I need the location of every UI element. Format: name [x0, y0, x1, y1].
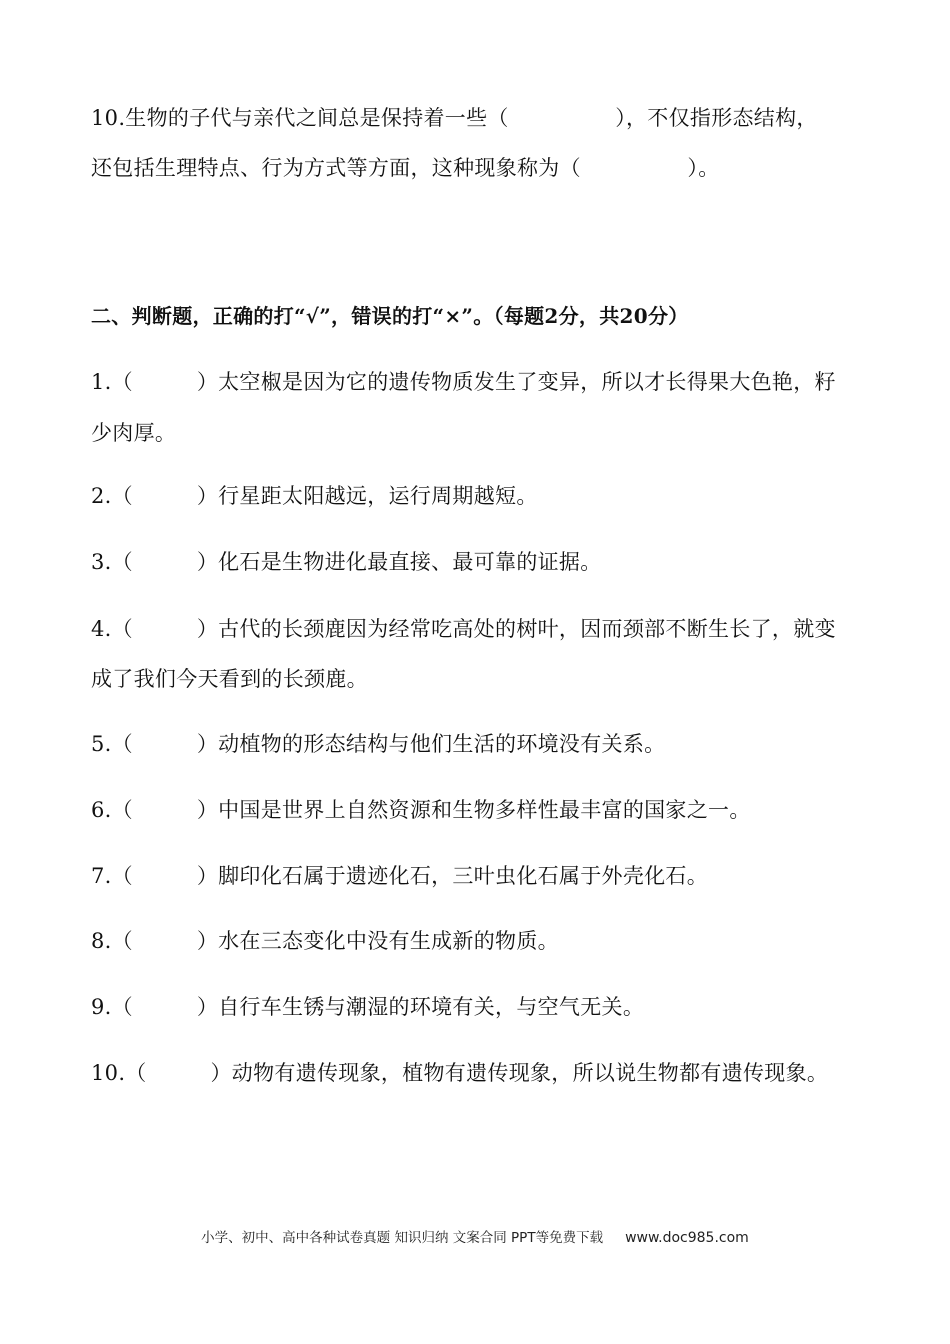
judge-item-1-line-2: 少肉厚。	[91, 421, 177, 445]
section-2-heading: 二、判断题，正确的打“√”，错误的打“×”。（每题2分，共20分）	[91, 304, 689, 328]
judge-item-4-line-2: 成了我们今天看到的长颈鹿。	[91, 667, 368, 691]
judge-item-5: 5.（ ）动植物的形态结构与他们生活的环境没有关系。	[91, 732, 666, 756]
page-footer	[0, 1226, 950, 1246]
q10-line-1: 10.生物的子代与亲代之间总是保持着一些（ ），不仅指形态结构，	[91, 106, 818, 130]
footer-url-link[interactable]: www.doc985.com	[625, 1230, 749, 1246]
judge-item-1-line-1: 1.（ ）太空椒是因为它的遗传物质发生了变异，所以才长得果大色艳，籽	[91, 370, 836, 394]
judge-item-4-line-1: 4.（ ）古代的长颈鹿因为经常吃高处的树叶，因而颈部不断生长了，就变	[91, 617, 836, 641]
q10-line-2: 还包括生理特点、行为方式等方面，这种现象称为（ ）。	[91, 156, 720, 180]
footer-text: 小学、初中、高中各种试卷真题 知识归纳 文案合同 PPT等免费下载	[201, 1230, 604, 1246]
judge-item-3: 3.（ ）化石是生物进化最直接、最可靠的证据。	[91, 550, 602, 574]
judge-item-8: 8.（ ）水在三态变化中没有生成新的物质。	[91, 929, 559, 953]
judge-item-10: 10.（ ）动物有遗传现象，植物有遗传现象，所以说生物都有遗传现象。	[91, 1061, 829, 1085]
judge-item-9: 9.（ ）自行车生锈与潮湿的环境有关，与空气无关。	[91, 995, 645, 1019]
judge-item-6: 6.（ ）中国是世界上自然资源和生物多样性最丰富的国家之一。	[91, 798, 751, 822]
judge-item-7: 7.（ ）脚印化石属于遗迹化石，三叶虫化石属于外壳化石。	[91, 864, 709, 888]
judge-item-2: 2.（ ）行星距太阳越远，运行周期越短。	[91, 484, 538, 508]
